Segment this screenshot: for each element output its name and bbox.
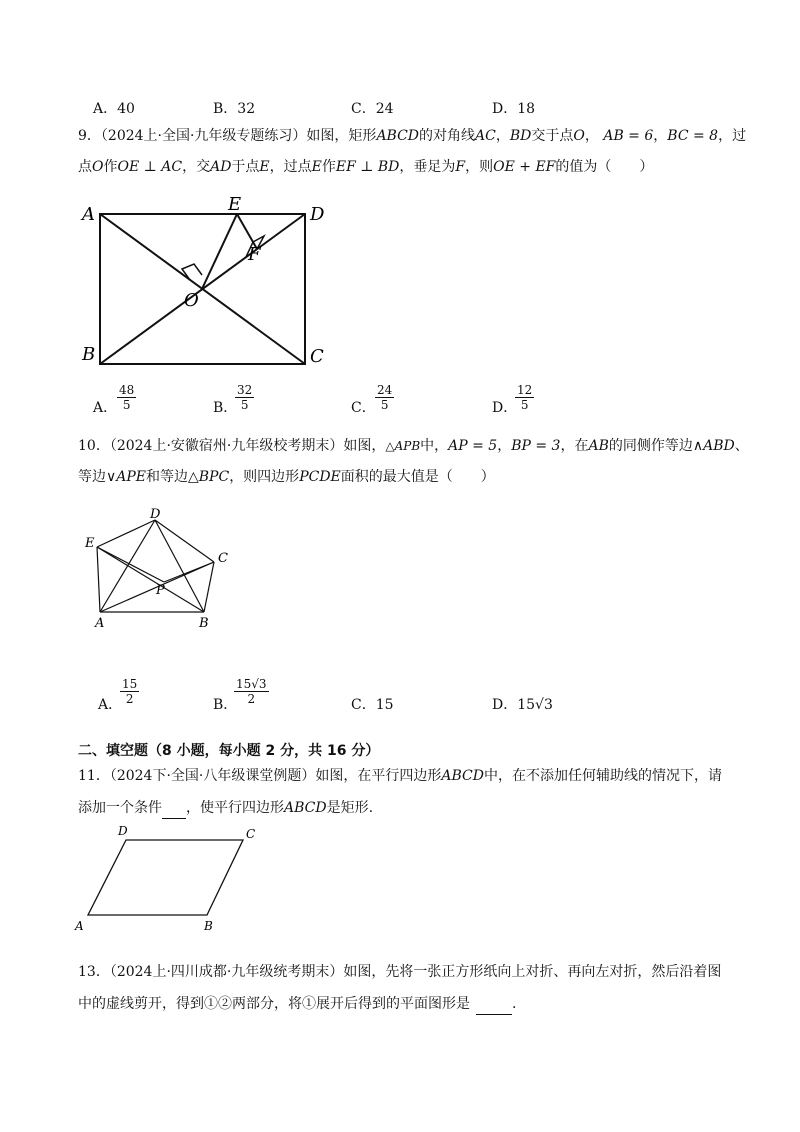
q9-option-d-den: 5 — [515, 397, 534, 412]
q9-text: ， — [584, 128, 599, 144]
q11-text: 是矩形. — [326, 800, 374, 816]
q10-triangle-apb: △APB — [385, 439, 421, 453]
section-title: 二、填空题（8 小题，每小题 2 分，共 16 分） — [78, 743, 380, 759]
q10-option-a-letter: A． — [98, 697, 123, 713]
q11-line1 — [78, 766, 722, 786]
q10-text: 的同侧作等边 — [608, 438, 693, 454]
q10-line1 — [78, 436, 749, 456]
q10-option-b-letter: B． — [213, 697, 238, 713]
q10-segment-ae — [97, 547, 100, 612]
q9-text: 交于点 — [531, 128, 574, 144]
q9-label-d: D — [310, 204, 325, 225]
q10-figure — [80, 505, 240, 635]
q11-answer-blank — [162, 798, 186, 819]
q9-label-o: O — [184, 290, 199, 311]
q9-text: ，过 — [718, 128, 747, 144]
q9-point-e: E — [311, 159, 322, 175]
q9-text: ，则 — [465, 159, 494, 175]
q9-option-d-fraction — [515, 383, 534, 412]
q9-text: ， — [495, 128, 510, 144]
q10-option-c: C．15 — [351, 697, 394, 713]
q9-option-c-fraction — [375, 383, 394, 412]
q9-ac: AC — [475, 128, 496, 144]
q9-point-f: F — [455, 159, 466, 175]
q9-option-b-fraction — [235, 383, 254, 412]
q9-option-b-den: 5 — [235, 397, 254, 412]
q9-text: 作 — [321, 159, 336, 175]
q10-label-d: D — [150, 507, 161, 522]
q9-option-a-letter: A． — [93, 400, 118, 416]
q11-figure — [70, 820, 270, 935]
q9-text: 于点 — [231, 159, 260, 175]
q9-option-c-letter: C． — [351, 400, 376, 416]
q9-figure — [70, 188, 330, 370]
q9-rect-name: ABCD — [376, 128, 420, 144]
q11-parallelogram-name: ABCD — [441, 768, 484, 784]
q10-text: 、 — [734, 438, 749, 454]
q11-text: 中，在不添加任何辅助线的情况下，请 — [483, 768, 722, 784]
q10-text: 10．（2024上·安徽宿州·九年级校考期末）如图， — [78, 438, 386, 454]
q13-answer-blank — [476, 994, 512, 1015]
q11-text: 11．（2024下·全国·八年级课堂例题）如图，在平行四边形 — [78, 768, 442, 784]
q9-point-o: O — [92, 159, 104, 175]
q9-right-angle-o — [182, 264, 202, 280]
q10-text: 等边 — [78, 469, 106, 485]
q10-text: ， — [497, 438, 512, 454]
q9-ad: AD — [210, 159, 232, 175]
q9-text: ，垂足为 — [399, 159, 456, 175]
q11-label-d: D — [118, 824, 128, 838]
q11-parallelogram-name: ABCD — [284, 800, 327, 816]
q10-label-e: E — [85, 536, 95, 551]
q9-text: 点 — [78, 159, 92, 175]
q9-option-d-num: 12 — [517, 383, 533, 397]
q10-label-p: P — [156, 583, 165, 598]
q10-label-b: B — [199, 616, 209, 631]
prev-option-a: A．40 — [93, 101, 135, 117]
q10-option-b-fraction — [234, 677, 269, 706]
q9-label-b: B — [82, 344, 96, 365]
q10-segment-pc — [164, 562, 214, 582]
q13-line1: 13．（2024上·四川成都·九年级统考期末）如图，先将一张正方形纸向上对折、再向左对折，然后沿着图 — [78, 964, 722, 980]
q9-ef-perp: EF ⊥ BD — [335, 159, 400, 175]
q11-line2 — [78, 798, 373, 819]
q10-segment-ep — [97, 547, 164, 582]
q9-label-e: E — [228, 194, 242, 215]
q9-line1 — [78, 126, 746, 146]
q10-option-d: D．15√3 — [492, 697, 553, 713]
q9-ab-value: AB = 6 — [603, 128, 654, 144]
q10-label-a: A — [95, 616, 105, 631]
q9-text: ， — [653, 128, 668, 144]
q9-option-a-num: 48 — [119, 383, 135, 397]
q9-text: ，交 — [182, 159, 211, 175]
q10-text: ，则四边形 — [229, 469, 300, 485]
q13-text: 中的虚线剪开，得到①②两部分，将①展开后得到的平面图形是 — [78, 996, 470, 1012]
q10-triangle-bpc: △BPC — [188, 469, 230, 485]
q9-line2 — [78, 157, 653, 177]
q10-label-c: C — [218, 551, 228, 566]
q9-point-e: E — [259, 159, 270, 175]
q10-bp-value: BP = 3 — [511, 438, 561, 454]
q9-option-a-fraction — [117, 383, 136, 412]
q11-text: ，使平行四边形 — [186, 800, 284, 816]
q10-segment-dc — [155, 520, 214, 562]
q9-option-c-num: 24 — [377, 383, 393, 397]
q9-option-d-letter: D． — [492, 400, 518, 416]
q9-label-a: A — [82, 204, 95, 225]
q10-segment-bd — [155, 520, 204, 612]
q10-ap-value: AP = 5 — [448, 438, 498, 454]
q13-text: . — [512, 996, 517, 1012]
q10-segment-eb — [97, 547, 204, 612]
q9-label-f: F — [248, 244, 261, 265]
q9-option-b-num: 32 — [237, 383, 253, 397]
q10-text: ，在 — [560, 438, 589, 454]
q10-text: 面积的最大值是（ ） — [340, 469, 495, 485]
q10-option-b-num: 15√3 — [236, 677, 267, 691]
prev-option-b: B．32 — [213, 101, 256, 117]
q10-ab: AB — [588, 438, 609, 454]
q9-point-o: O — [573, 128, 585, 144]
q11-parallelogram — [88, 840, 243, 915]
q9-option-a-den: 5 — [117, 397, 136, 412]
prev-option-c: C．24 — [351, 101, 394, 117]
q9-bd: BD — [509, 128, 532, 144]
prev-option-d: D．18 — [492, 101, 536, 117]
q9-text: 9．（2024上·全国·九年级专题练习）如图，矩形 — [78, 128, 377, 144]
q10-line2 — [78, 467, 495, 487]
q10-option-b-den: 2 — [234, 691, 269, 706]
q9-text: ，过点 — [269, 159, 312, 175]
q10-text: 中， — [420, 438, 449, 454]
q9-bc-value: BC = 8 — [667, 128, 719, 144]
q10-text: 和等边 — [146, 469, 188, 485]
q9-expression: OE + EF — [493, 159, 556, 175]
q9-text: 作 — [103, 159, 118, 175]
q9-option-b-letter: B． — [213, 400, 238, 416]
q11-text: 添加一个条件 — [78, 800, 162, 816]
q9-text: 的值为（ ） — [555, 159, 654, 175]
q10-option-a-den: 2 — [120, 691, 139, 706]
q9-option-c-den: 5 — [375, 397, 394, 412]
q9-label-c: C — [310, 346, 324, 367]
q10-quad-pcde: PCDE — [299, 469, 341, 485]
q11-label-b: B — [204, 919, 213, 933]
q9-oe-perp: OE ⊥ AC — [117, 159, 183, 175]
q10-option-a-num: 15 — [122, 677, 138, 691]
q10-triangle-abd: ∧ABD — [692, 438, 735, 454]
q13-line2 — [78, 994, 516, 1015]
q10-triangle-ape: ∨APE — [106, 469, 146, 485]
q10-segment-cb — [204, 562, 214, 612]
q9-text: 的对角线 — [419, 128, 476, 144]
q11-label-a: A — [75, 919, 84, 933]
q11-label-c: C — [246, 827, 256, 841]
q10-option-a-fraction — [120, 677, 139, 706]
